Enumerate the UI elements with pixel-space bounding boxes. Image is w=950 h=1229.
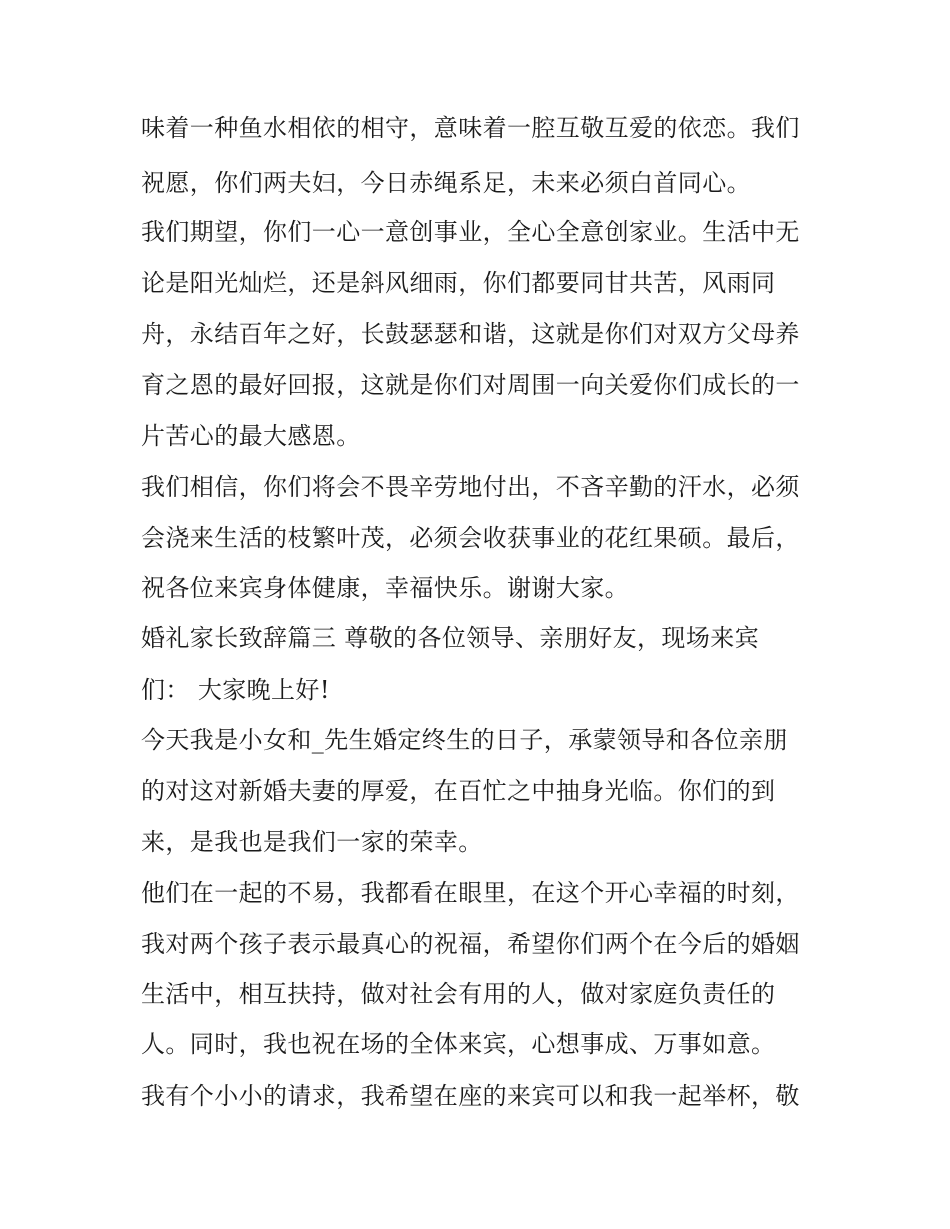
text-line: 祝愿，你们两夫妇，今日赤绳系足，未来必须白首同心。 — [141, 169, 751, 197]
text-line: 我对两个孩子表示最真心的祝福，希望你们两个在今后的婚姻 — [141, 930, 800, 958]
text-line: 会浇来生活的枝繁叶茂，必须会收获事业的花红果硕。最后， — [141, 524, 800, 552]
text-line: 舟，永结百年之好，长鼓瑟瑟和谐，这就是你们对双方父母养 — [141, 320, 800, 348]
text-line: 他们在一起的不易，我都看在眼里，在这个开心幸福的时刻， — [141, 879, 800, 907]
text-line: 生活中，相互扶持，做对社会有用的人，做对家庭负责任的 — [141, 980, 776, 1008]
text-line: 我们相信，你们将会不畏辛劳地付出，不吝辛勤的汗水，必须 — [141, 473, 800, 501]
text-line: 今天我是小女和_先生婚定终生的日子，承蒙领导和各位亲朋 — [141, 726, 788, 754]
text-line: 味着一种鱼水相依的相守，意味着一腔互敬互爱的依恋。我们 — [141, 114, 800, 142]
text-line: 婚礼家长致辞篇三 尊敬的各位领导、亲朋好友，现场来宾 — [141, 624, 760, 652]
text-line: 祝各位来宾身体健康，幸福快乐。谢谢大家。 — [141, 574, 629, 602]
text-line: 们： 大家晚上好! — [141, 676, 330, 704]
text-line: 的对这对新婚夫妻的厚爱，在百忙之中抽身光临。你们的到 — [141, 777, 776, 805]
text-line: 论是阳光灿烂，还是斜风细雨，你们都要同甘共苦，风雨同 — [141, 269, 776, 297]
text-line: 人。同时，我也祝在场的全体来宾，心想事成、万事如意。 — [141, 1030, 776, 1058]
text-line: 育之恩的最好回报，这就是你们对周围一向关爱你们成长的一 — [141, 371, 800, 399]
text-line: 我们期望，你们一心一意创事业，全心全意创家业。生活中无 — [141, 218, 800, 246]
text-line: 我有个小小的请求，我希望在座的来宾可以和我一起举杯，敬 — [141, 1082, 800, 1110]
text-line: 来，是我也是我们一家的荣幸。 — [141, 828, 483, 856]
text-line: 片苦心的最大感恩。 — [141, 422, 361, 450]
